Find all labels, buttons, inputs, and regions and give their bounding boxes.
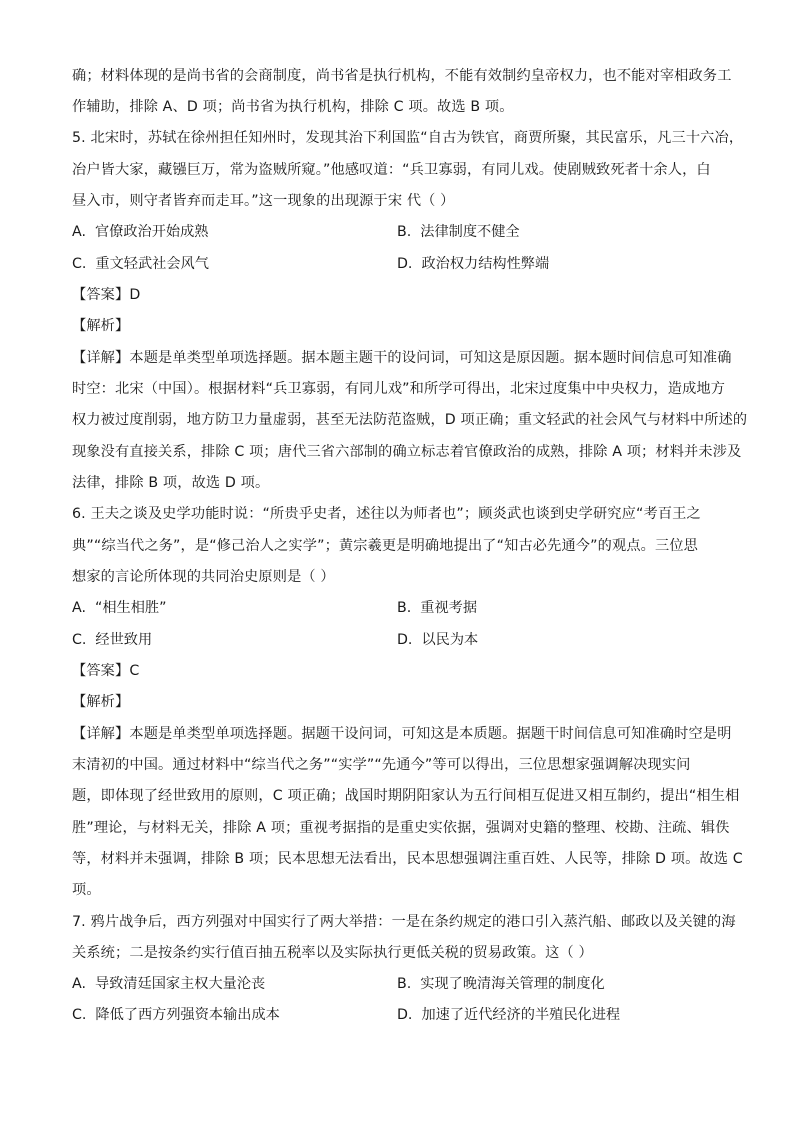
text-line: 作辅助，排除 A、D 项；尚书省为执行机构，排除 C 项。故选 B 项。 — [72, 99, 514, 115]
option-text: 重文轻武社会风气 — [95, 256, 209, 272]
question-6-explanation: 末清初的中国。通过材料中“综当代之务”“实学”“先通今”等可以得出，三位思想家强调解决现实问 — [72, 757, 691, 773]
question-7-stem: 关系统；二是按条约实行值百抽五税率以及实际执行更低关税的贸易政策。这（ ） — [72, 945, 593, 961]
option-letter: D. — [397, 632, 413, 648]
question-5-option-c — [72, 254, 209, 274]
option-letter: A. — [72, 976, 86, 992]
question-7-option-c — [72, 1005, 280, 1025]
question-6-option-a — [72, 598, 166, 618]
option-letter: B. — [397, 224, 412, 240]
question-6-explanation: 胜”理论，与材料无关，排除 A 项；重视考据指的是重史实依据，强调对史籍的整理、校勘、注疏、辑佚 — [72, 820, 730, 836]
question-6-explanation: 【详解】本题是单类型单项选择题。据题干设问词，可知这是本质题。据题干时间信息可知准确时空是明 — [72, 726, 732, 742]
option-text: 重视考据 — [420, 600, 478, 616]
text-line: 确；材料体现的是尚书省的会商制度，尚书省是执行机构，不能有效制约皇帝权力，也不能对宰相政务工 — [72, 68, 732, 84]
option-letter: C. — [72, 1007, 87, 1023]
question-7-option-b — [397, 974, 605, 994]
option-letter: A. — [72, 600, 86, 616]
question-7-option-d — [397, 1005, 620, 1025]
question-5-stem: 5. 北宋时，苏轼在徐州担任知州时，发现其治下利国监“自古为铁官，商贾所聚，其民富乐，凡三十六冶， — [72, 130, 744, 146]
question-7-option-a — [72, 974, 265, 994]
option-text: 官僚政治开始成熟 — [94, 224, 209, 240]
option-text: 以民为本 — [421, 632, 479, 648]
question-6-stem: 典”“综当代之务”，是“修己治人之实学”；黄宗羲更是明确地提出了“知古必先通今”的观点。三位思 — [72, 538, 699, 554]
option-letter: B. — [397, 976, 412, 992]
question-5-explanation: 【详解】本题是单类型单项选择题。据本题主题干的设问词，可知这是原因题。据本题时间信息可知准确 — [72, 350, 732, 366]
question-6-option-d — [397, 630, 478, 650]
question-5-explanation: 法律，排除 B 项，故选 D 项。 — [72, 475, 270, 491]
question-6-answer: 【答案】C — [72, 663, 140, 679]
option-text: 导致清廷国家主权大量沦丧 — [94, 976, 266, 992]
question-5-explanation: 现象没有直接关系，排除 C 项；唐代三省六部制的确立标志着官僚政治的成熟，排除 A 项；材料并未涉及 — [72, 444, 742, 460]
question-5-option-d — [397, 254, 549, 274]
option-letter: D. — [397, 256, 413, 272]
option-letter: B. — [397, 600, 412, 616]
question-7-stem: 7. 鸦片战争后，西方列强对中国实行了两大举措：一是在条约规定的港口引入蒸汽船、邮政以及关键的海 — [72, 914, 736, 930]
option-text: 政治权力结构性弊端 — [421, 256, 550, 272]
option-text: “相生相胜” — [94, 600, 167, 616]
option-letter: D. — [397, 1007, 413, 1023]
question-6-stem: 想家的言论所体现的共同治史原则是（ ） — [72, 569, 335, 585]
option-text: 降低了西方列强资本输出成本 — [95, 1007, 280, 1023]
question-5-analysis-label: 【解析】 — [72, 318, 130, 334]
option-text: 法律制度不健全 — [420, 224, 520, 240]
option-letter: C. — [72, 632, 87, 648]
question-6-explanation: 题，即体现了经世致用的原则，C 项正确；战国时期阴阳家认为五行间相互促进又相互制约，提出“相生相 — [72, 788, 740, 804]
question-6-analysis-label: 【解析】 — [72, 694, 130, 710]
question-5-explanation: 时空：北宋（中国）。根据材料“兵卫寡弱，有同儿戏”和所学可得出，北宋过度集中中央权力，造成地方 — [72, 381, 726, 397]
question-5-option-a — [72, 222, 208, 242]
question-5-stem: 昼入市，则守者皆弃而走耳。”这一现象的出现源于宋 代（ ） — [72, 193, 455, 209]
option-letter: C. — [72, 256, 87, 272]
question-5-explanation: 权力被过度削弱，地方防卫力量虚弱，甚至无法防范盗贼，D 项正确；重文轻武的社会风气与材料中所述的 — [72, 412, 748, 428]
option-text: 实现了晚清海关管理的制度化 — [420, 976, 605, 992]
question-6-option-c — [72, 630, 152, 650]
question-6-explanation: 项。 — [72, 882, 101, 898]
option-text: 经世致用 — [95, 632, 153, 648]
option-text: 加速了近代经济的半殖民化进程 — [421, 1007, 621, 1023]
question-5-answer: 【答案】D — [72, 287, 141, 303]
question-5-stem: 冶户皆大家，藏镪巨万，常为盗贼所窥。”他感叹道：“兵卫寡弱，有同儿戏。使剧贼致死者十余人，白 — [72, 162, 711, 178]
question-6-explanation: 等，材料并未强调，排除 B 项；民本思想无法看出，民本思想强调注重百姓、人民等，排除 D 项。故选 C — [72, 851, 743, 867]
question-5-option-b — [397, 222, 520, 242]
option-letter: A. — [72, 224, 86, 240]
question-6-stem: 6. 王夫之谈及史学功能时说：“所贵乎史者，述往以为师者也”；顾炎武也谈到史学研究应“考百王之 — [72, 506, 701, 522]
question-6-option-b — [397, 598, 477, 618]
